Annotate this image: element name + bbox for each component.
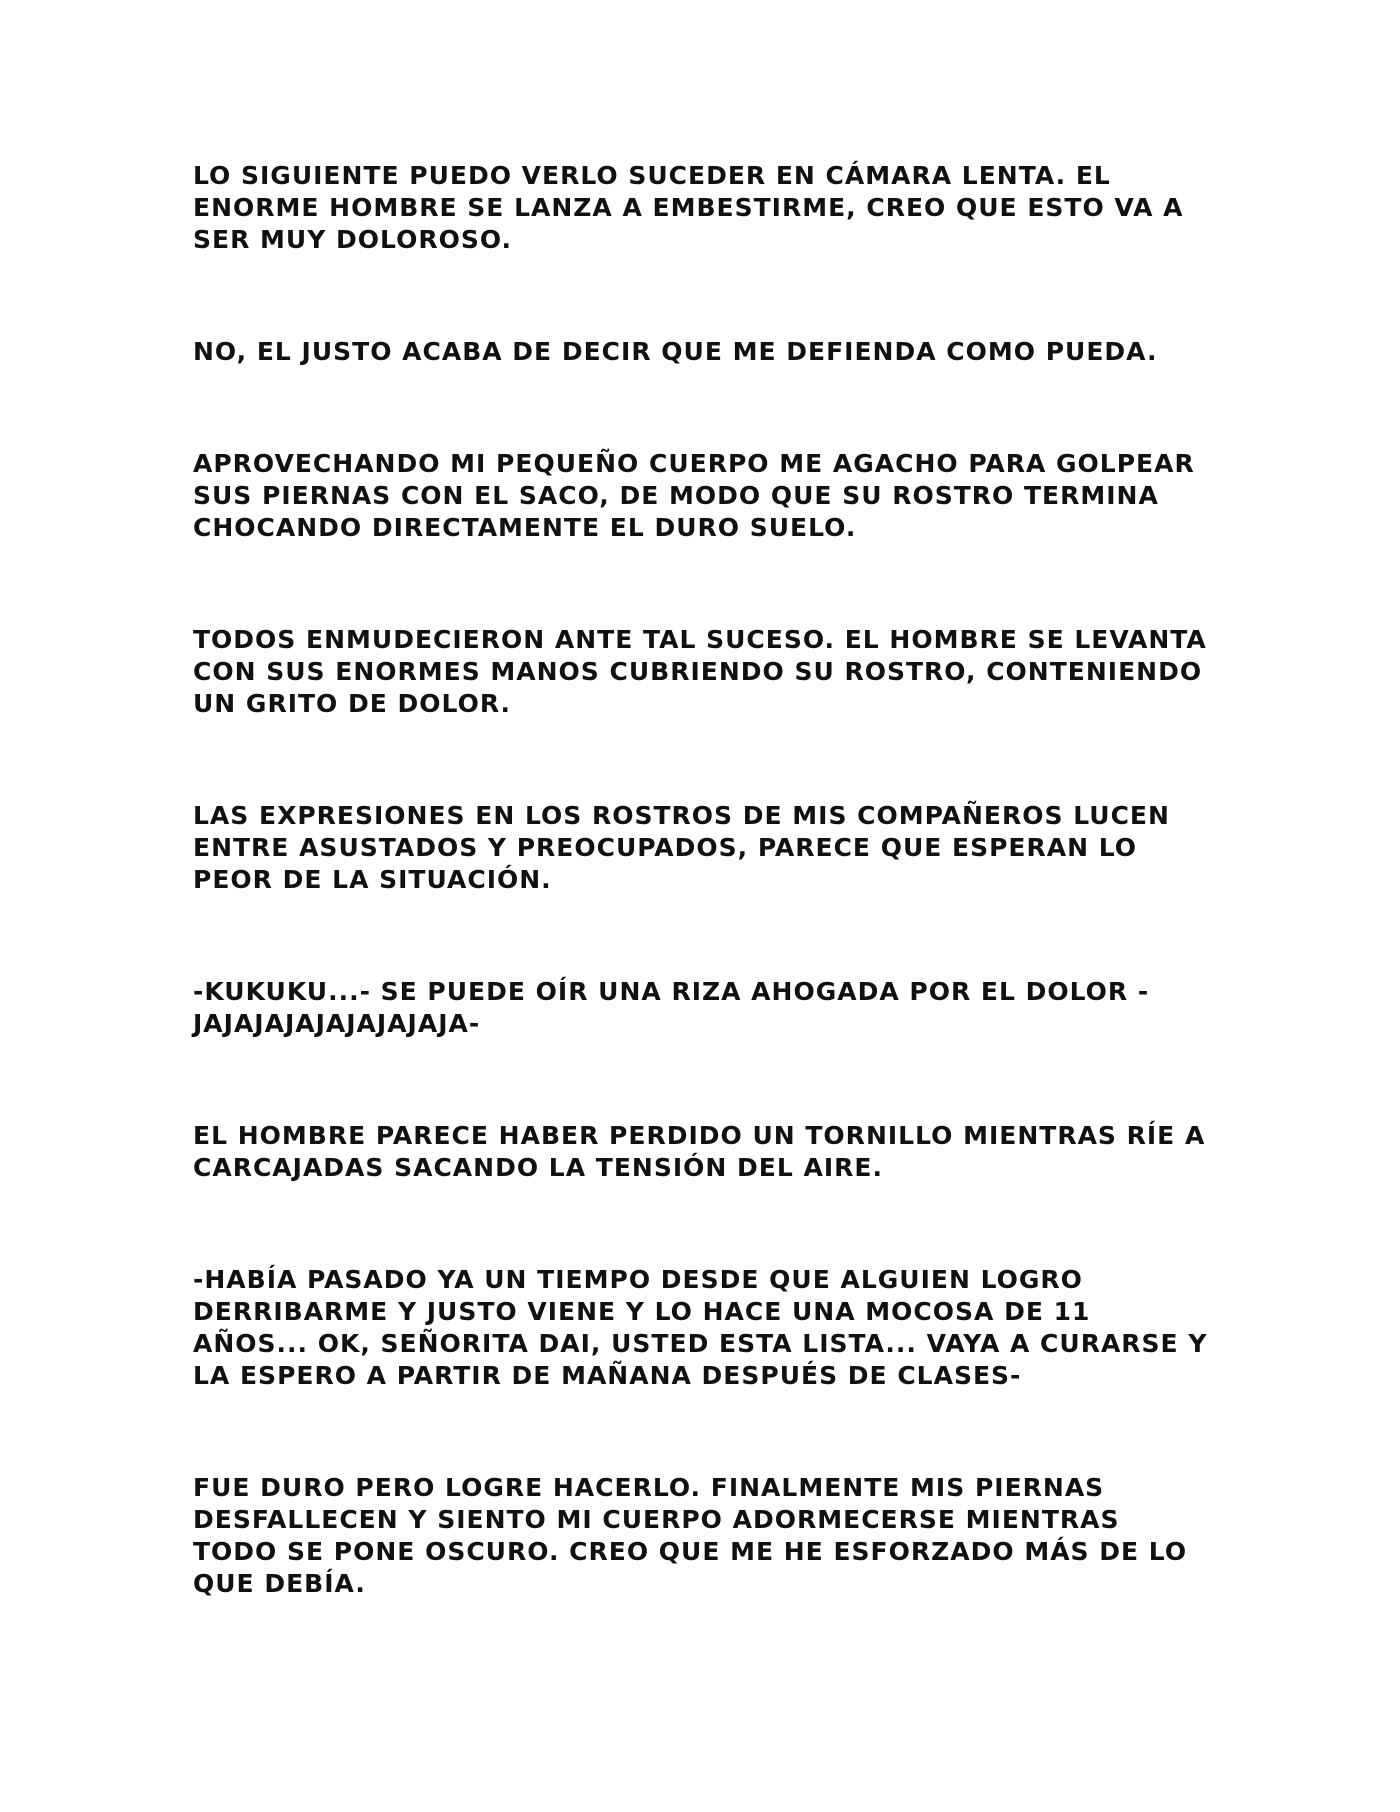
paragraph-6: -KUKUKU...- SE PUEDE OÍR UNA RIZA AHOGADA POR EL DOLOR -JAJAJAJAJAJAJAJAJA- [193,977,1150,1038]
paragraph-2: NO, EL JUSTO ACABA DE DECIR QUE ME DEFIENDA COMO PUEDA. [193,337,1158,366]
paragraph-8: -HABÍA PASADO YA UN TIEMPO DESDE QUE ALGUIEN LOGRO DERRIBARME Y JUSTO VIENE Y LO HACE UNA MOCOSA DE 11 AÑOS... OK, SEÑORITA DAI, USTED ESTA LISTA... VAYA A CURARSE Y LA ESPERO A PARTIR DE MAÑANA DESPUÉS DE CLASES- [193,1265,1208,1390]
paragraph-4: TODOS ENMUDECIERON ANTE TAL SUCESO. EL HOMBRE SE LEVANTA CON SUS ENORMES MANOS CUBRIENDO SU ROSTRO, CONTENIENDO UN GRITO DE DOLOR. [193,625,1207,718]
paragraph-1: LO SIGUIENTE PUEDO VERLO SUCEDER EN CÁMARA LENTA. EL ENORME HOMBRE SE LANZA A EMBESTIRME, CREO QUE ESTO VA A SER MUY DOLOROSO. [193,161,1184,254]
paragraph-7: EL HOMBRE PARECE HABER PERDIDO UN TORNILLO MIENTRAS RÍE A CARCAJADAS SACANDO LA TENSIÓN DEL AIRE. [193,1121,1206,1182]
paragraph-3: APROVECHANDO MI PEQUEÑO CUERPO ME AGACHO PARA GOLPEAR SUS PIERNAS CON EL SACO, DE MODO QUE SU ROSTRO TERMINA CHOCANDO DIRECTAMENTE EL DURO SUELO. [193,449,1195,542]
paragraph-9: FUE DURO PERO LOGRE HACERLO. FINALMENTE MIS PIERNAS DESFALLECEN Y SIENTO MI CUERPO ADORMECERSE MIENTRAS TODO SE PONE OSCURO. CREO QUE ME HE ESFORZADO MÁS DE LO QUE DEBÍA. [193,1473,1188,1598]
paragraph-5: LAS EXPRESIONES EN LOS ROSTROS DE MIS COMPAÑEROS LUCEN ENTRE ASUSTADOS Y PREOCUPADOS, PARECE QUE ESPERAN LO PEOR DE LA SITUACIÓN. [193,801,1170,894]
text-body [193,160,1213,1600]
